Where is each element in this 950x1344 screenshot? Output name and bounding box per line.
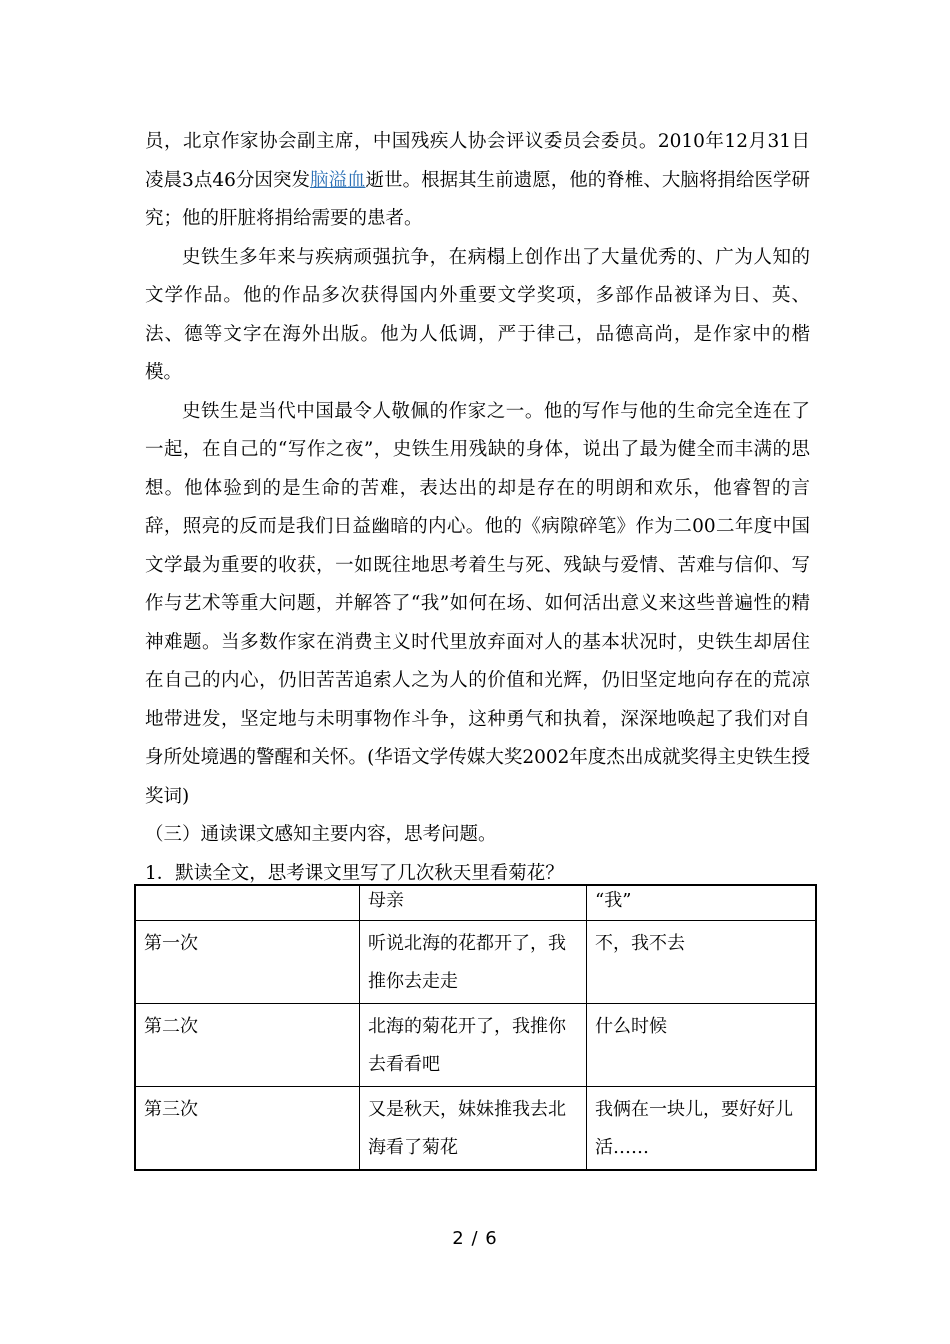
table-cell: 我俩在一块儿，要好好儿活…… [587,1087,817,1171]
document-body [145,123,810,893]
page-number: 2 / 6 [452,1228,498,1249]
bio-text-start: 员，北京作家协会副主席，中国残疾人协会评议委员会委员。2010年12月31日凌晨3点46分因突发 [145,131,810,191]
table-header-cell: 母亲 [360,885,587,921]
cerebral-hemorrhage-link[interactable]: 脑溢血 [309,169,366,191]
section-heading: （三）通读课文感知主要内容，思考问题。 [145,824,497,845]
table-cell: 又是秋天，妹妹推我去北海看了菊花 [360,1087,587,1171]
table-header-cell: “我” [587,885,817,921]
question-1: 1．默读全文，思考课文里写了几次秋天里看菊花？ [145,862,564,884]
table-header-cell [135,885,360,921]
table-row [135,1087,816,1171]
achievement-paragraph: 史铁生多年来与疾病顽强抗争，在病榻上创作出了大量优秀的、广为人知的文学作品。他的作品多次获得国内外重要文学奖项，多部作品被译为日、英、法、德等文字在海外出版。他为人低调，严于律己，品德高尚，是作家中的楷模。 [145,246,810,383]
award-citation-paragraph: 史铁生是当代中国最令人敬佩的作家之一。他的写作与他的生命完全连在了一起，在自己的“写作之夜”，史铁生用残缺的身体，说出了最为健全而丰满的思想。他体验到的是生命的苦难，表达出的却是存在的明朗和欢乐，他睿智的言辞，照亮的反而是我们日益幽暗的内心。他的《病隙碎笔》作为二00二年度中国文学最为重要的收获，一如既往地思考着生与死、残缺与爱情、苦难与信仰、写作与艺术等重大问题，并解答了“我”如何在场、如何活出意义来这些普遍性的精神难题。当多数作家在消费主义时代里放弃面对人的基本状况时，史铁生却居住在自己的内心，仍旧苦苦追索人之为人的价值和光辉，仍旧坚定地向存在的荒凉地带进发，坚定地与未明事物作斗争，这种勇气和执着，深深地唤起了我们对自身所处境遇的警醒和关怀。(华语文学传媒大奖2002年度杰出成就奖得主史铁生授奖词) [145,400,810,807]
table-row [135,921,816,1004]
table-cell: 北海的菊花开了，我推你去看看吧 [360,1004,587,1087]
table-cell: 第三次 [135,1087,360,1171]
table-cell: 不，我不去 [587,921,817,1004]
table-cell: 第二次 [135,1004,360,1087]
table-row [135,1004,816,1087]
table-cell: 第一次 [135,921,360,1004]
bio-text-end: 逝世。根据其生前遗愿，他的脊椎、大脑将捐给医学研究；他的肝脏将捐给需要的患者。 [145,169,810,229]
chrysanthemum-visits-table [134,884,817,1171]
table-header-row [135,885,816,921]
bio-paragraph [145,123,810,239]
table-cell: 听说北海的花都开了，我推你去走走 [360,921,587,1004]
table-cell: 什么时候 [587,1004,817,1087]
